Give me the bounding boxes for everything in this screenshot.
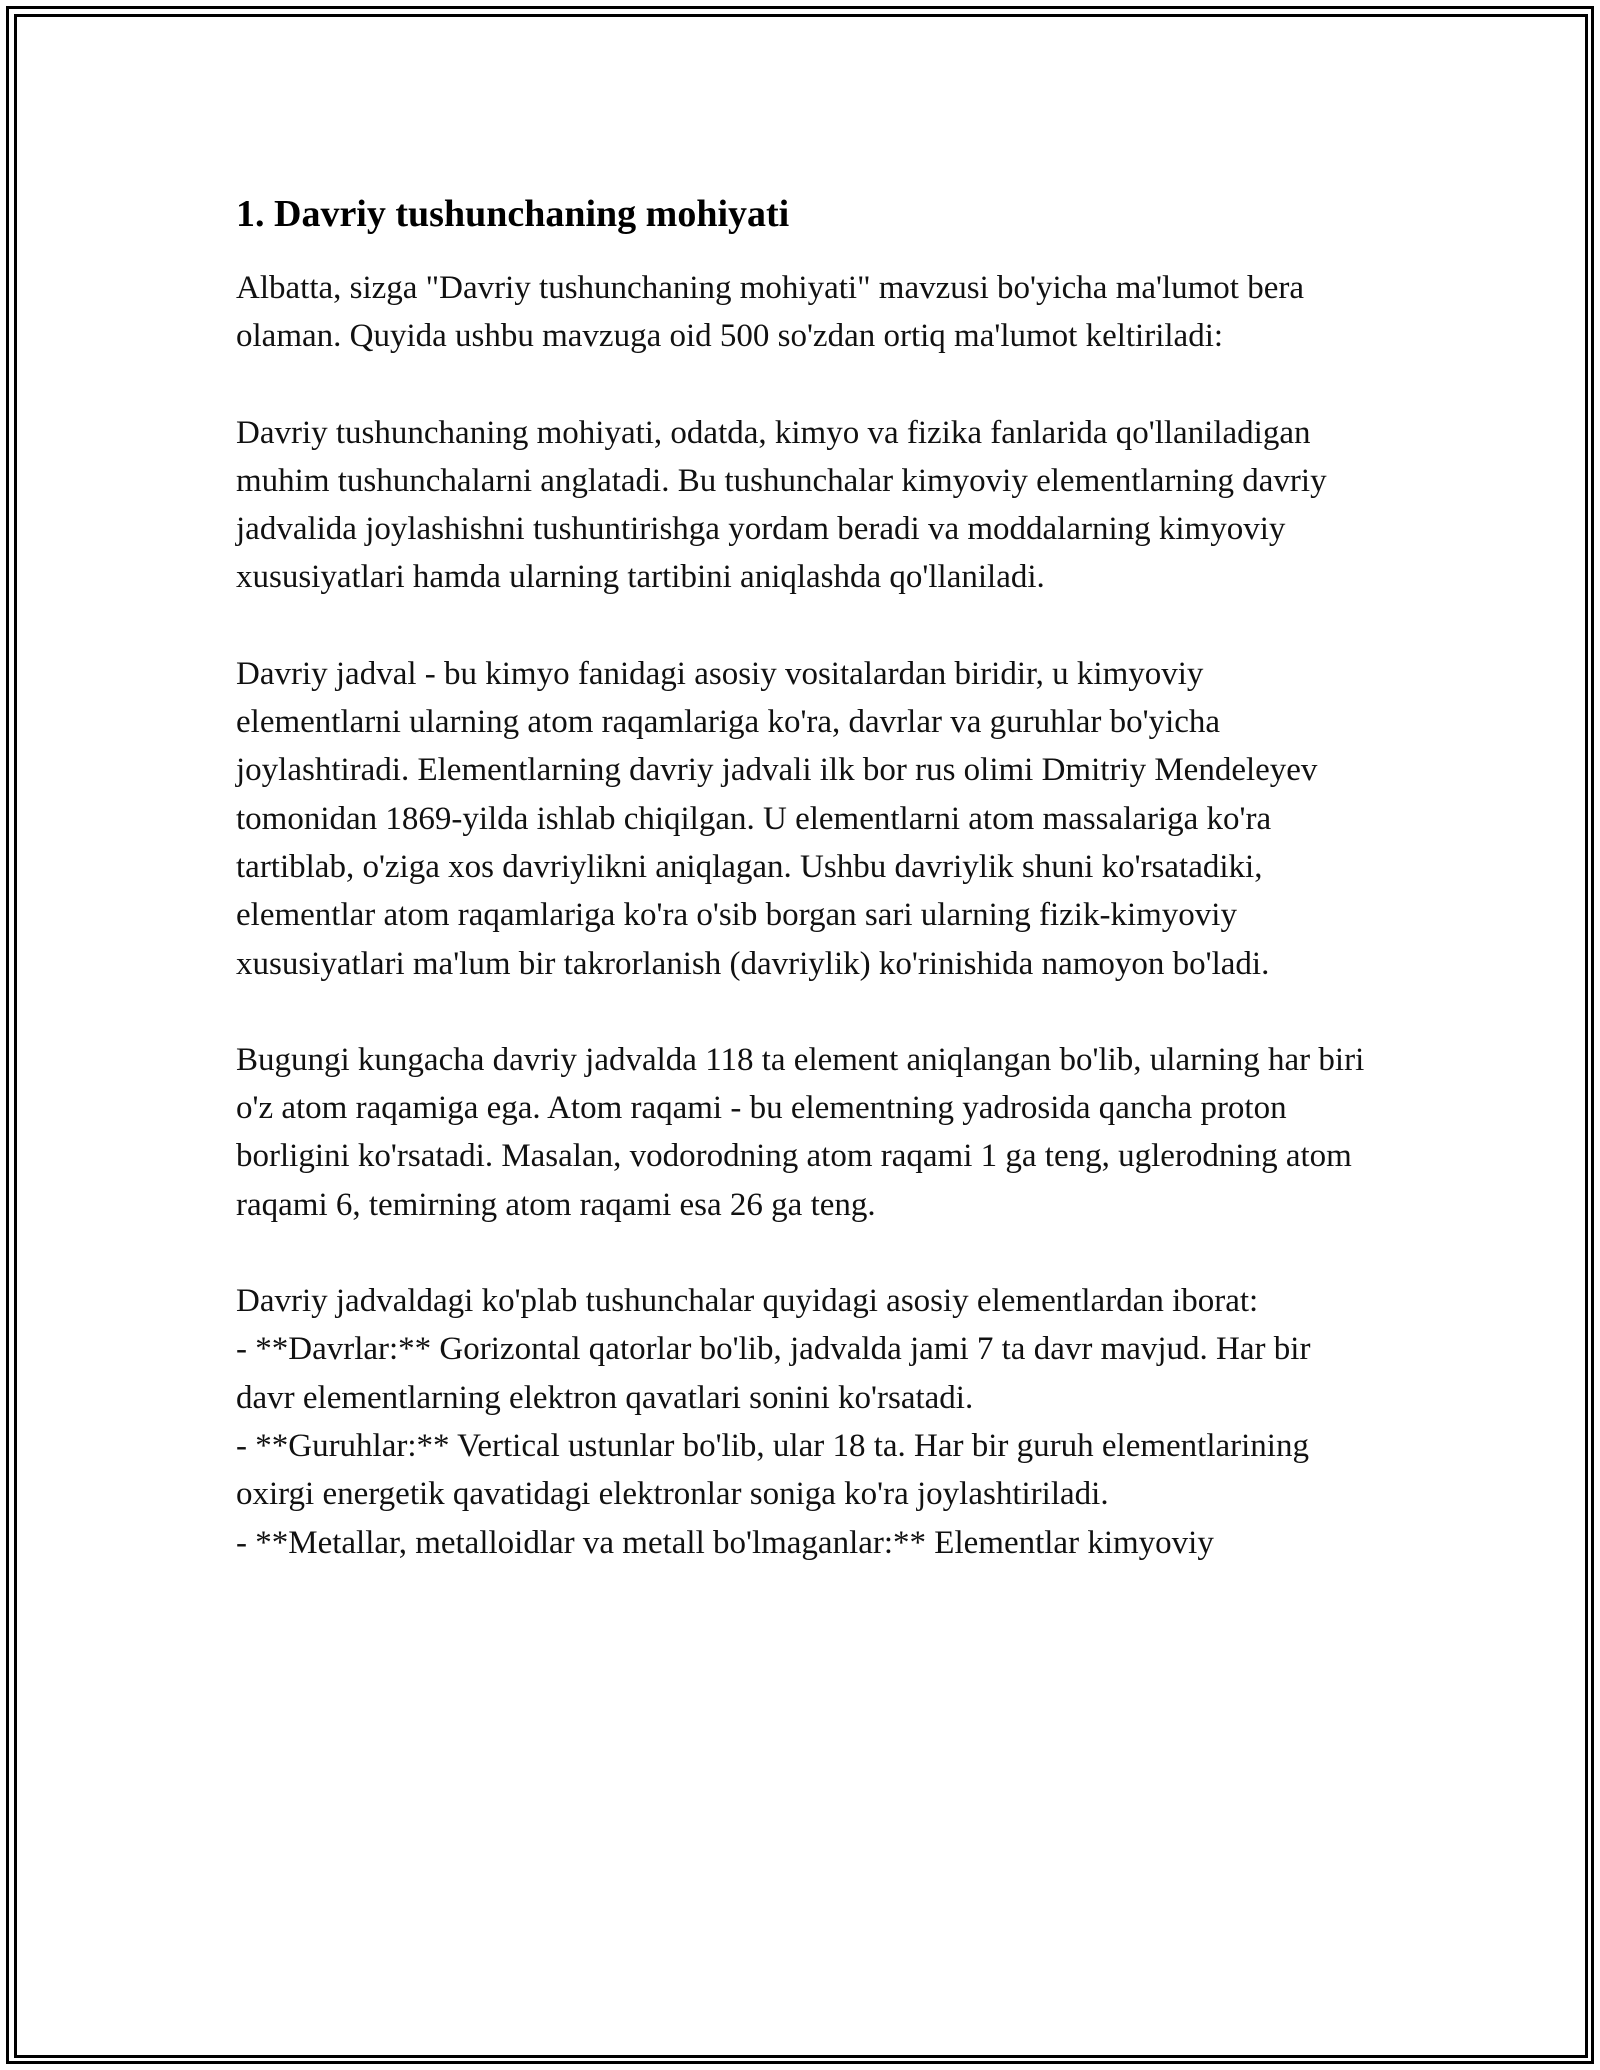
paragraph-atomic-number: Bugungi kungacha davriy jadvalda 118 ta element aniqlangan bo'lib, ularning har biri o'z atom raqamiga ega. Atom raqami - bu elementning yadrosida qancha proton borligini ko'rsatadi. Masalan, vodorodning atom raqami 1 ga teng, uglerodning atom raqami 6, temirning atom raqami esa 26 ga teng. <box>236 1041 1365 1223</box>
list-item-groups: - **Guruhlar:** Vertical ustunlar bo'lib, ular 18 ta. Har bir guruh elementlarining oxirgi energetik qavatidagi elektronlar soniga ko'ra joylashtiriladi. <box>236 1427 1309 1513</box>
list-item-metals: - **Metallar, metalloidlar va metall bo'lmaganlar:** Elementlar kimyoviy <box>236 1524 1214 1561</box>
document-body <box>236 186 1376 1567</box>
list-item-periods: - **Davrlar:** Gorizontal qatorlar bo'lib, jadvalda jami 7 ta davr mavjud. Har bir davr elementlarning elektron qavatlari sonini ko'rsatadi. <box>236 1331 1311 1416</box>
paragraph-intro: Albatta, sizga "Davriy tushunchaning mohiyati" mavzusi bo'yicha ma'lumot bera olaman. Quyida ushbu mavzuga oid 500 so'zdan ortiq ma'lumot keltiriladi: <box>236 270 1304 355</box>
section-heading: 1. Davriy tushunchaning mohiyati <box>236 193 790 235</box>
list-intro: Davriy jadvaldagi ko'plab tushunchalar quyidagi asosiy elementlardan iborat: <box>236 1283 1259 1320</box>
paragraph-definition: Davriy tushunchaning mohiyati, odatda, kimyo va fizika fanlarida qo'llaniladigan muhim tushunchalarni anglatadi. Bu tushunchalar kimyoviy elementlarning davriy jadvalida joylashishni tushuntirishga yordam beradi va moddalarning kimyoviy xususiyatlari hamda ularning tartibini aniqlashda qo'llaniladi. <box>236 414 1327 596</box>
paragraph-periodic-table: Davriy jadval - bu kimyo fanidagi asosiy vositalardan biridir, u kimyoviy elementlarni ularning atom raqamlariga ko'ra, davrlar va guruhlar bo'yicha joylashtiradi. Elementlarning davriy jadvali ilk bor rus olimi Dmitriy Mendeleyev tomonidan 1869-yilda ishlab chiqilgan. U elementlarni atom massalariga ko'ra tartiblab, o'ziga xos davriylikni aniqlagan. Ushbu davriylik shuni ko'rsatadiki, elementlar atom raqamlariga ko'ra o'sib borgan sari ularning fizik-kimyoviy xususiyatlari ma'lum bir takrorlanish (davriylik) ko'rinishida namoyon bo'ladi. <box>236 655 1318 982</box>
